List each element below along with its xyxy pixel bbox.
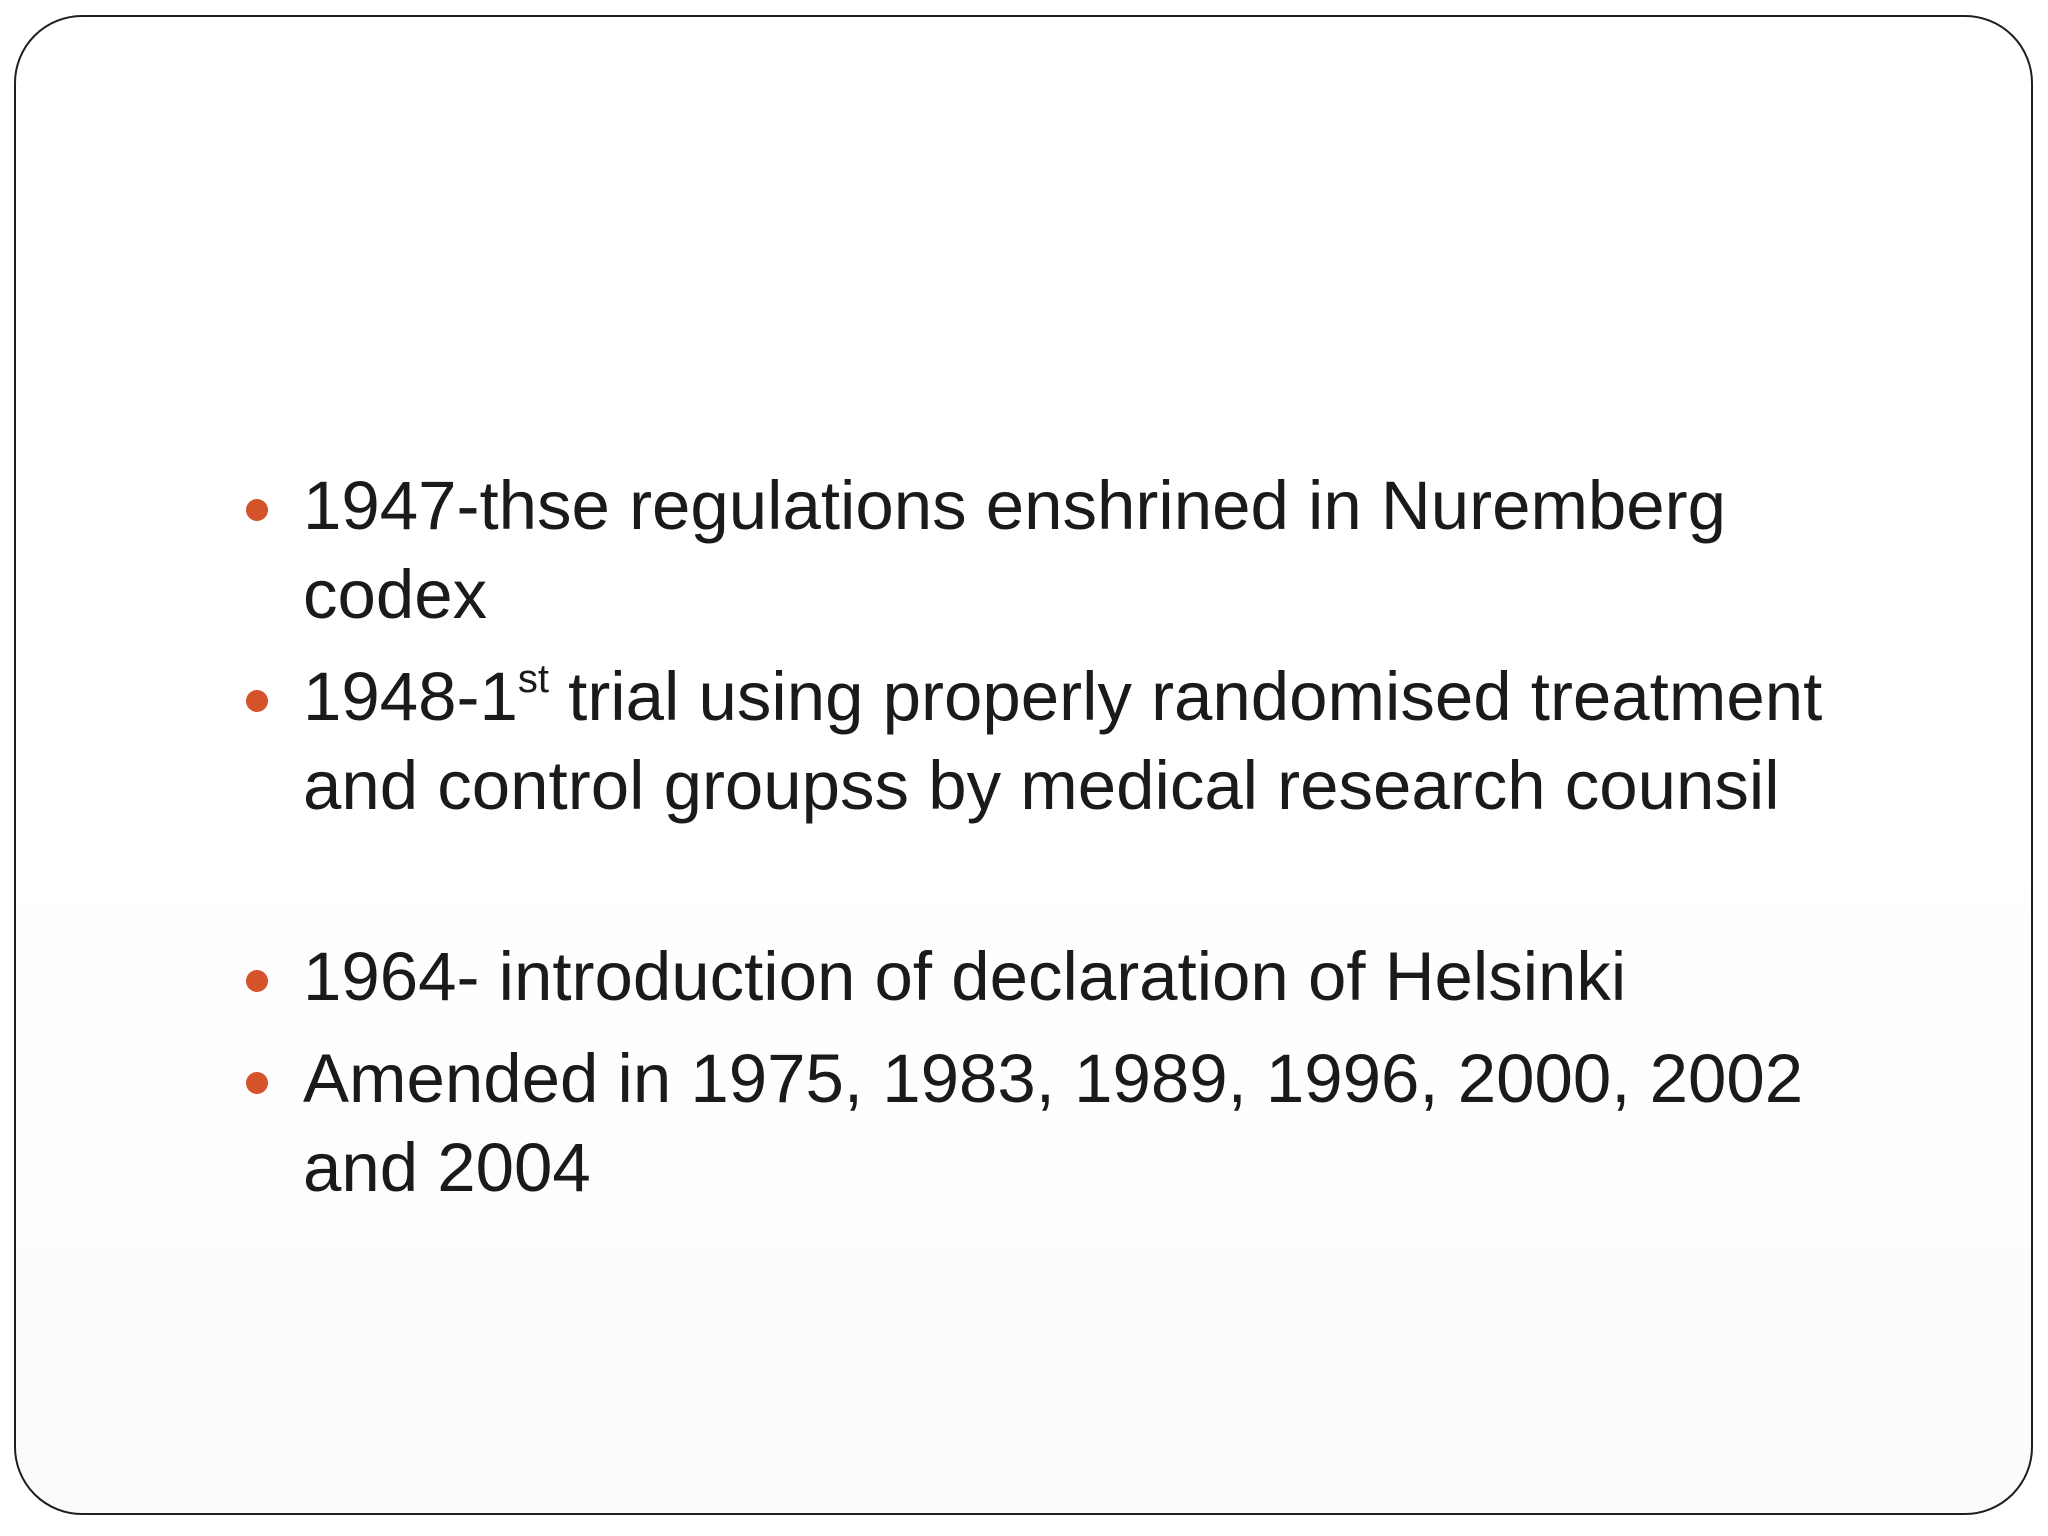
bullet-line: and 2004: [303, 1129, 591, 1206]
bullet-text: [303, 461, 1966, 639]
bullet-item-1947: [246, 461, 1966, 639]
bullet-line: and control groupss by medical research counsil: [303, 747, 1780, 824]
bullet-text: [303, 652, 1966, 830]
bullet-line-suffix: trial using properly randomised treatment: [548, 658, 1823, 735]
bullet-dot-icon: [246, 970, 268, 992]
ordinal-superscript: st: [517, 657, 549, 701]
bullet-line: [303, 652, 1966, 741]
bullet-item-1948: [246, 652, 1966, 830]
bullet-list: [246, 461, 1966, 1212]
bullet-dot-icon: [246, 1072, 268, 1094]
bullet-item-1964: [246, 932, 1966, 1021]
bullet-line: 1964- introduction of declaration of Helsinki: [303, 938, 1627, 1015]
slide-frame: [14, 15, 2033, 1515]
bullet-line: 1947-thse regulations enshrined in Nuremberg: [303, 467, 1727, 544]
bullet-line-prefix: 1948-1: [303, 658, 518, 735]
bullet-text: [303, 1034, 1966, 1212]
bullet-line: codex: [303, 556, 488, 633]
bullet-item-amended: [246, 1034, 1966, 1212]
slide-content: [246, 461, 1966, 1225]
bullet-text: [303, 932, 1966, 1021]
bullet-dot-icon: [246, 499, 268, 521]
bullet-dot-icon: [246, 690, 268, 712]
bullet-line: Amended in 1975, 1983, 1989, 1996, 2000, 2002: [303, 1040, 1804, 1117]
